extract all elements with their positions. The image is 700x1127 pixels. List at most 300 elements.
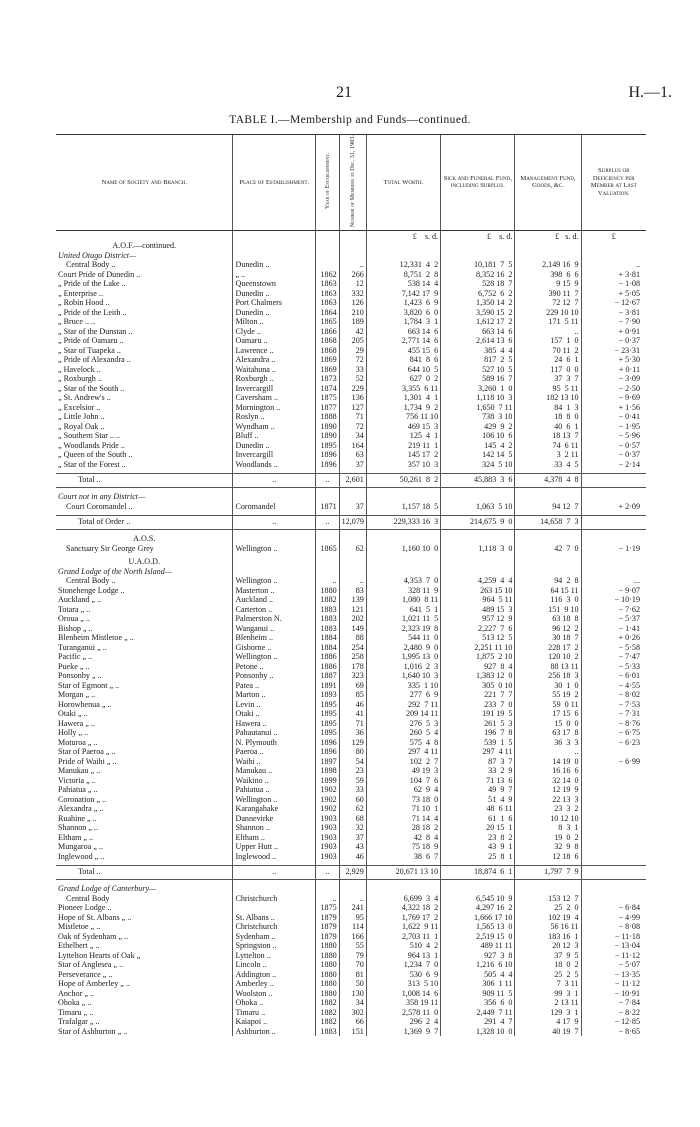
management-fund: 398 6 6	[515, 269, 581, 279]
year-established: 1893	[316, 690, 340, 700]
year-established: 1895	[316, 440, 340, 450]
member-count: 202	[339, 614, 366, 624]
member-count: 37	[339, 459, 366, 469]
leader-dots: ..	[89, 988, 94, 998]
leader-dots: ..	[91, 775, 96, 785]
surplus-deficiency: − 3·81	[581, 307, 646, 317]
society-name-text: Pacific	[58, 652, 81, 662]
total-worth: 663 14 6	[366, 326, 440, 336]
table-row	[56, 623, 646, 633]
society-name	[56, 737, 233, 747]
total-worth: 50,261 8 2	[366, 473, 440, 487]
society-name-text: Total	[78, 867, 95, 877]
society-name-text: Coronation	[58, 794, 95, 804]
place-of-establishment	[233, 402, 316, 412]
member-count: 139	[339, 595, 366, 605]
place-text: Waihi	[235, 756, 255, 766]
surplus-deficiency: − 10·19	[581, 595, 646, 605]
management-fund: 8 3 1	[515, 823, 581, 833]
place-of-establishment	[233, 501, 316, 511]
total-worth: 42 8 4	[366, 832, 440, 842]
surplus-deficiency	[581, 893, 646, 903]
member-count: 95	[339, 912, 366, 922]
total-worth: 1,301 4 1	[366, 393, 440, 403]
sick-funeral-fund: 385 4 4	[441, 345, 515, 355]
total-worth: 6,699 3 4	[366, 893, 440, 903]
sick-funeral-fund: 505 4 4	[441, 969, 515, 979]
lodge-marker: „	[88, 823, 92, 833]
leader-dots: ..	[87, 998, 92, 1008]
management-fund: 37 3 7	[515, 374, 581, 384]
society-name	[56, 851, 233, 861]
society-name	[56, 402, 233, 412]
leader-dots: ..	[88, 652, 93, 662]
lodge-marker: „	[93, 804, 98, 814]
society-name-text: Morgan	[58, 690, 84, 700]
management-fund: 18 8 0	[515, 412, 581, 422]
place-text: Pahiatua	[235, 785, 264, 795]
units-surplus	[581, 230, 646, 241]
total-worth: 8,751 2 8	[366, 269, 440, 279]
place-text: Dunedin	[235, 260, 264, 270]
society-name-text: „ Little John	[58, 412, 99, 422]
place-of-establishment	[233, 269, 316, 279]
leader-dots: ..	[260, 412, 265, 422]
member-count: 126	[339, 298, 366, 308]
total-worth: 20,671 13 10	[366, 865, 440, 879]
member-count: 59	[339, 775, 366, 785]
surplus-deficiency: − 0·41	[581, 412, 646, 422]
place-of-establishment	[233, 832, 316, 842]
table-row	[56, 364, 646, 374]
year-established: 1902	[316, 785, 340, 795]
column-header-total-worth: Total Worth.	[366, 135, 440, 231]
table-row	[56, 1007, 646, 1017]
table-row	[56, 431, 646, 441]
management-fund: 151 9 10	[515, 604, 581, 614]
leader-dots: ..	[96, 475, 101, 485]
sick-funeral-fund: 1,350 14 2	[441, 298, 515, 308]
society-name-text: „ Woodlands Pride	[58, 440, 119, 450]
year-established: 1895	[316, 728, 340, 738]
society-name-text: Total of Order	[78, 517, 125, 527]
society-name	[56, 912, 233, 922]
year-established: 1883	[316, 1026, 340, 1036]
total-worth: 260 5 4	[366, 728, 440, 738]
total-worth: 357 10 3	[366, 459, 440, 469]
society-name	[56, 794, 233, 804]
units-management-fund	[515, 230, 581, 241]
table-row	[56, 950, 646, 960]
unit-shilling: s.	[565, 231, 571, 241]
place-text: Marton	[235, 690, 260, 700]
place-of-establishment	[233, 931, 316, 941]
leader-dots: ..	[264, 775, 269, 785]
place-of-establishment	[233, 374, 316, 384]
place-text: Patea	[235, 680, 254, 690]
total-row	[56, 865, 646, 879]
management-fund: 16 16 6	[515, 766, 581, 776]
column-header-year-text: Year of Establishment.	[323, 153, 331, 210]
lodge-marker: „	[78, 728, 83, 738]
society-name-text: Ruahine	[58, 813, 85, 823]
place-of-establishment	[233, 775, 316, 785]
table-row	[56, 979, 646, 989]
society-name-text: Ethelbert	[58, 941, 88, 951]
total-worth: 3,355 6 11	[366, 383, 440, 393]
management-fund: 84 1 3	[515, 402, 581, 412]
leader-dots: ..	[265, 823, 270, 833]
management-fund: 25 2 0	[515, 903, 581, 913]
total-worth: 455 15 6	[366, 345, 440, 355]
society-name-text: Holly	[58, 728, 77, 738]
sick-funeral-fund: 527 10 5	[441, 364, 515, 374]
surplus-deficiency: − 6·84	[581, 903, 646, 913]
year-established: 1866	[316, 326, 340, 336]
member-count: 81	[339, 969, 366, 979]
management-fund: ..	[515, 747, 581, 757]
society-name	[56, 690, 233, 700]
lodge-marker: „	[109, 680, 114, 690]
member-count: 12,079	[339, 515, 366, 529]
table-row	[56, 680, 646, 690]
table-row	[56, 813, 646, 823]
leader-dots: ..	[102, 642, 107, 652]
sick-funeral-fund: 33 2 9	[441, 766, 515, 776]
society-name-text: Star of Egmont	[58, 680, 108, 690]
society-name	[56, 393, 233, 403]
place-text: Sydenham ..	[235, 931, 276, 941]
sick-funeral-fund: 957 12 9	[441, 614, 515, 624]
sick-funeral-fund: 6,752 6 2	[441, 288, 515, 298]
place-of-establishment	[233, 699, 316, 709]
society-name	[56, 1017, 233, 1027]
place-text: Ohoka	[235, 998, 258, 1008]
society-name	[56, 941, 233, 951]
leader-dots: ..	[111, 576, 116, 586]
leader-dots: ..	[270, 421, 275, 431]
unit-pound: £	[412, 231, 417, 241]
year-established: 1884	[316, 633, 340, 643]
surplus-deficiency	[581, 823, 646, 833]
place-text: Kaiapoi	[235, 1017, 262, 1027]
place-text: Manukau	[235, 766, 267, 776]
surplus-deficiency: − 6·75	[581, 728, 646, 738]
surplus-deficiency: + 0·91	[581, 326, 646, 336]
leader-dots: ..	[269, 671, 274, 681]
column-header-sick-fund: Sick and Funeral Fund, including Surplus.	[441, 135, 515, 231]
unit-penny: d.	[572, 231, 579, 241]
sick-funeral-fund: 429 9 2	[441, 421, 515, 431]
sick-funeral-fund: 191 19 5	[441, 709, 515, 719]
total-label	[56, 515, 233, 529]
surplus-deficiency	[581, 473, 646, 487]
member-count: 85	[339, 690, 366, 700]
member-count: 72	[339, 421, 366, 431]
sick-funeral-fund: 1,063 5 10	[441, 501, 515, 511]
table-row	[56, 661, 646, 671]
total-worth: 1,080 8 11	[366, 595, 440, 605]
society-name-text: „ Robin Hood	[58, 298, 104, 308]
leader-dots: ..	[97, 671, 102, 681]
management-fund: 32 14 0	[515, 775, 581, 785]
year-established: 1895	[316, 718, 340, 728]
year-established: 1896	[316, 737, 340, 747]
section-heading-row	[56, 557, 646, 567]
surplus-deficiency: − 1·41	[581, 623, 646, 633]
society-name-text: „ Roxburgh	[58, 374, 96, 384]
lodge-marker: „	[101, 699, 106, 709]
leader-dots: ..	[100, 851, 105, 861]
table-row	[56, 614, 646, 624]
year-established: 1895	[316, 709, 340, 719]
society-name-text: „ Pride of Oamaru	[58, 336, 118, 346]
surplus-deficiency: + 5·05	[581, 288, 646, 298]
lodge-marker: „	[87, 813, 91, 823]
sick-funeral-fund: 49 9 7	[441, 785, 515, 795]
table-row	[56, 633, 646, 643]
member-count: 33	[339, 364, 366, 374]
leader-dots: ..	[265, 785, 270, 795]
table-row	[56, 260, 646, 270]
society-name-text: Blenheim Mistletoe	[58, 633, 123, 643]
member-count: ..	[339, 893, 366, 903]
surplus-deficiency: − 23·31	[581, 345, 646, 355]
management-fund: 157 1 0	[515, 336, 581, 346]
surplus-deficiency: − 7·90	[581, 317, 646, 327]
society-name	[56, 336, 233, 346]
sick-funeral-fund: 589 16 7	[441, 374, 515, 384]
member-count: 136	[339, 393, 366, 403]
surplus-deficiency	[581, 842, 646, 852]
leader-dots: ..	[124, 931, 129, 941]
member-count: 46	[339, 699, 366, 709]
year-established: 1865	[316, 543, 340, 553]
society-name	[56, 279, 233, 289]
surplus-deficiency: − 6·99	[581, 756, 646, 766]
year-established: 1880	[316, 960, 340, 970]
place-of-establishment	[233, 1017, 316, 1027]
surplus-deficiency: − 5·33	[581, 661, 646, 671]
surplus-deficiency	[581, 865, 646, 879]
surplus-deficiency: − 11·12	[581, 950, 646, 960]
society-name-text: „ Pride of the Leith	[58, 307, 121, 317]
place-of-establishment	[233, 737, 316, 747]
leader-dots: ..	[98, 842, 103, 852]
society-name-text: Anchor	[58, 988, 83, 998]
leader-dots: ..	[120, 585, 125, 595]
leader-dots: ..	[97, 374, 102, 384]
society-name-text: Alexandra	[58, 804, 92, 814]
section-heading: Court not in any District—	[58, 492, 146, 502]
surplus-deficiency	[581, 832, 646, 842]
place-of-establishment	[233, 950, 316, 960]
leader-dots: ..	[263, 1017, 268, 1027]
member-count: ..	[339, 576, 366, 586]
year-established: 1902	[316, 804, 340, 814]
management-fund: 63 17 8	[515, 728, 581, 738]
page-number: 21	[336, 84, 352, 101]
total-worth: 469 15 3	[366, 421, 440, 431]
sick-funeral-fund: 221 7 7	[441, 690, 515, 700]
place-of-establishment	[233, 260, 316, 270]
member-count: 52	[339, 374, 366, 384]
sick-funeral-fund: 2,251 11 10	[441, 642, 515, 652]
place-of-establishment	[233, 633, 316, 643]
sick-funeral-fund: 23 8 2	[441, 832, 515, 842]
place-text: Shannon	[235, 823, 264, 833]
member-count: ..	[339, 260, 366, 270]
member-count: 205	[339, 336, 366, 346]
year-established	[316, 260, 340, 270]
sick-funeral-fund: 233 7 0	[441, 699, 515, 709]
society-name-text: „ Bruce ..	[58, 317, 90, 327]
place-text: Petone	[235, 661, 258, 671]
lodge-marker: „	[87, 737, 92, 747]
management-fund: 40 19 7	[515, 1026, 581, 1036]
surplus-deficiency: − 11·12	[581, 979, 646, 989]
year-established: 1864	[316, 307, 340, 317]
leader-dots: ..	[259, 661, 264, 671]
total-worth: 38 6 7	[366, 851, 440, 861]
society-name-text: „ Excelsior	[58, 402, 95, 412]
place-of-establishment	[233, 766, 316, 776]
management-fund: 14,658 7 3	[515, 515, 581, 529]
place-text: Blenheim	[235, 633, 267, 643]
total-worth: 2,323 19 8	[366, 623, 440, 633]
place-of-establishment	[233, 576, 316, 586]
surplus-deficiency: − 9·69	[581, 393, 646, 403]
place-of-establishment	[233, 393, 316, 403]
leader-dots: ..	[112, 756, 117, 766]
society-name	[56, 269, 233, 279]
society-name-text: „ Southern Star ..	[58, 431, 114, 441]
society-name	[56, 960, 233, 970]
society-name-text: Oroua	[58, 614, 79, 624]
surplus-deficiency: − 2·14	[581, 459, 646, 469]
surplus-deficiency: − 7·62	[581, 604, 646, 614]
member-count: 229	[339, 383, 366, 393]
year-established: 1903	[316, 842, 340, 852]
leader-dots: ..	[115, 680, 120, 690]
society-name	[56, 440, 233, 450]
total-worth: 2,771 14 6	[366, 336, 440, 346]
society-name	[56, 307, 233, 317]
management-fund: 10 12 10	[515, 813, 581, 823]
society-name-text: Timaru	[58, 1007, 82, 1017]
sick-funeral-fund: 1,118 10 3	[441, 393, 515, 403]
surplus-deficiency	[581, 785, 646, 795]
management-fund: 37 9 5	[515, 950, 581, 960]
society-name	[56, 1007, 233, 1017]
sick-funeral-fund: 261 5 3	[441, 718, 515, 728]
member-count: 62	[339, 543, 366, 553]
year-established: 1883	[316, 623, 340, 633]
sick-funeral-fund: 291 4 7	[441, 1017, 515, 1027]
leader-dots: ..	[93, 823, 99, 833]
place-text: ..	[272, 867, 277, 877]
place-text: Amberley	[235, 979, 268, 989]
sick-funeral-fund: 513 12 5	[441, 633, 515, 643]
column-header-name: Name of Society and Branch.	[56, 135, 233, 231]
place-of-establishment	[233, 823, 316, 833]
surplus-deficiency: − 8·08	[581, 922, 646, 932]
lodge-marker: „	[118, 931, 123, 941]
leader-dots: ..	[269, 633, 274, 643]
society-name	[56, 931, 233, 941]
lodge-marker: „	[86, 775, 90, 785]
section-heading-row	[56, 241, 646, 251]
management-fund: 228 17 2	[515, 642, 581, 652]
place-text: ..	[272, 517, 277, 527]
sick-funeral-fund: 2,519 15 0	[441, 931, 515, 941]
leader-dots: ..	[88, 623, 93, 633]
sick-funeral-fund: 1,875 2 10	[441, 652, 515, 662]
leader-dots: ..	[265, 307, 270, 317]
leader-dots: ..	[89, 1007, 94, 1017]
society-name	[56, 903, 233, 913]
society-name	[56, 813, 233, 823]
sick-funeral-fund: 45,883 3 6	[441, 473, 515, 487]
society-name-text: Perseverance	[58, 969, 101, 979]
leader-dots: ..	[268, 604, 273, 614]
society-name	[56, 501, 233, 511]
total-worth: 104 7 6	[366, 775, 440, 785]
table-row	[56, 604, 646, 614]
leader-dots: ..	[128, 501, 133, 511]
management-fund: 102 19 4	[515, 912, 581, 922]
leader-dots: ..	[267, 642, 272, 652]
total-worth: 125 4 1	[366, 431, 440, 441]
leader-dots: ..	[96, 766, 101, 776]
surplus-deficiency: + 3·81	[581, 269, 646, 279]
place-of-establishment	[233, 473, 316, 487]
society-name-text: Lyttelton Hearts of Oak	[58, 950, 135, 960]
society-name-text: „ Star of the Forest	[58, 459, 120, 469]
table-row	[56, 345, 646, 355]
table-row	[56, 576, 646, 586]
member-count: 79	[339, 950, 366, 960]
table-row	[56, 440, 646, 450]
year-established: 1902	[316, 794, 340, 804]
total-worth: 102 2 7	[366, 756, 440, 766]
society-name	[56, 260, 233, 270]
management-fund: 171 5 11	[515, 317, 581, 327]
member-count: 258	[339, 652, 366, 662]
place-of-establishment	[233, 1026, 316, 1036]
leader-dots: ..	[259, 998, 264, 1008]
year-established: 1882	[316, 595, 340, 605]
member-count: 54	[339, 756, 366, 766]
management-fund: 390 11 7	[515, 288, 581, 298]
member-count: 37	[339, 832, 366, 842]
sick-funeral-fund: 61 1 6	[441, 813, 515, 823]
leader-dots: ..	[111, 747, 116, 757]
lodge-marker: „	[121, 912, 126, 922]
place-text: Wellington ..	[235, 543, 278, 553]
management-fund: 20 12 3	[515, 941, 581, 951]
table-row	[56, 393, 646, 403]
leader-dots: ..	[119, 336, 124, 346]
management-fund: 24 6 1	[515, 355, 581, 365]
unit-pound: £	[555, 231, 560, 241]
place-of-establishment	[233, 680, 316, 690]
member-count: 71	[339, 412, 366, 422]
leader-dots: ..	[261, 690, 266, 700]
table-row	[56, 402, 646, 412]
place-text: Wellington ..	[235, 652, 278, 662]
sick-funeral-fund: 4,297 16 2	[441, 903, 515, 913]
